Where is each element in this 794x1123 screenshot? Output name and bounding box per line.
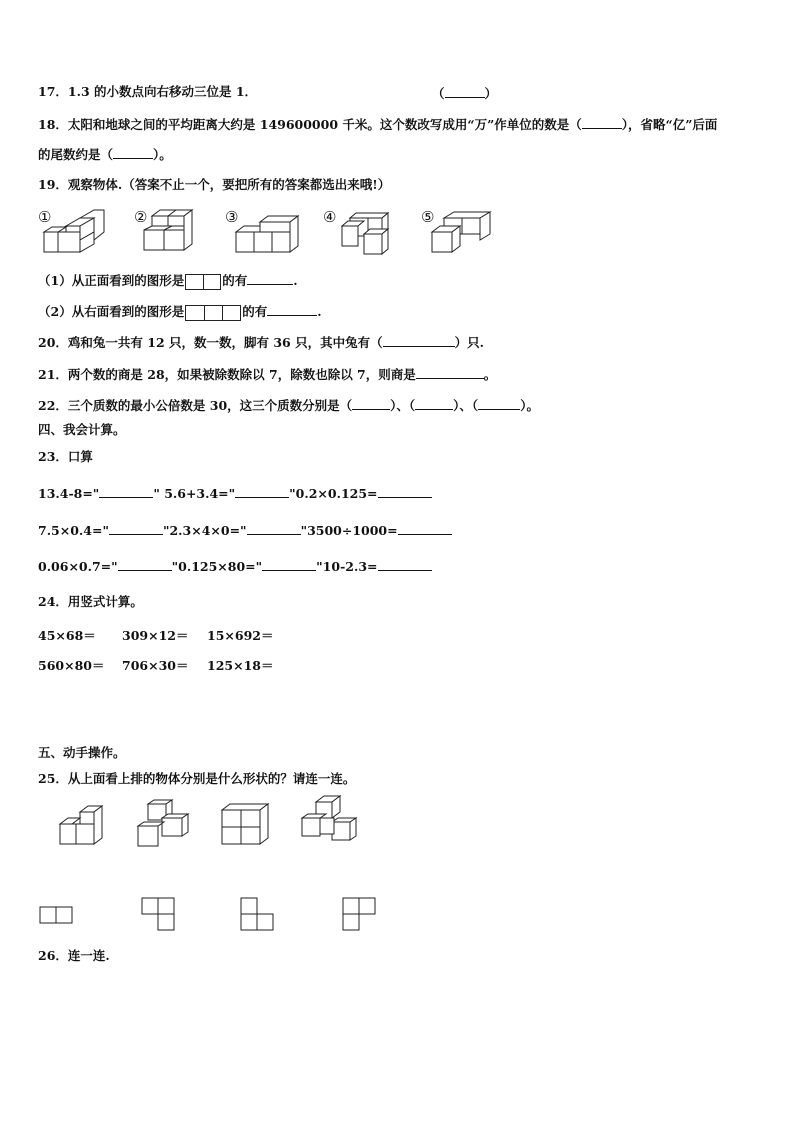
question-24-title: 24．用竖式计算。 [38,594,143,609]
sub1-text-c: . [293,273,298,288]
oral-calc-item: " 5.6+3.4=" [153,486,236,501]
bracket-open: （ [432,86,445,101]
question-23-title: 23．口算 [38,449,93,464]
sub1-text-b: 的有 [222,273,248,288]
question-18-text-d: ）。 [153,147,172,162]
sub2-text-a: （2）从右面看到的图形是 [38,304,185,319]
question-22-text-c: ）、（ [453,398,479,413]
vertical-calc-item: 560×80＝ [38,658,105,673]
oral-calc-item: "2.3×4×0=" [162,523,247,538]
question-21-text-b: 。 [483,367,497,382]
q25-object-2 [138,800,188,846]
figure-label-4: ④ [323,208,337,226]
oral-calc-item: 13.4-8=" [38,486,100,501]
q25-object-1 [60,806,102,844]
question-22-text-b: ）、（ [390,398,416,413]
figure-label-2: ② [134,208,148,226]
q25-top-view-3 [241,898,273,930]
question-18-text-a: 18．太阳和地球之间的平均距离大约是 149600000 千米。这个数改写成用“万”作单位的数是（ [38,117,582,132]
question-19-text: 19．观察物体.（答案不止一个，要把所有的答案都选出来哦!） [38,177,391,192]
q25-top-view-1 [40,907,72,923]
figure-label-3: ③ [225,208,239,226]
question-20-text-a: 20．鸡和兔一共有 12 只，数一数，脚有 36 只，其中兔有（ [38,335,383,350]
question-20-text-b: ）只. [454,335,484,350]
sub2-text-c: . [317,304,322,319]
oral-calc-item: "10-2.3= [316,559,378,574]
question-18-text-b: ），省略“亿”后面 [621,117,718,132]
vertical-calc-item: 706×30＝ [122,658,189,673]
q25-top-view-2 [142,898,174,930]
q25-top-view-4 [343,898,375,930]
oral-calc-item: 7.5×0.4=" [38,523,109,538]
sub2-text-b: 的有 [242,304,268,319]
section-5-heading: 五、动手操作。 [38,745,126,760]
bracket-close: ） [484,86,498,101]
section-4-heading: 四、我会计算。 [38,422,126,437]
question-26-title: 26．连一连. [38,948,110,963]
vertical-calc-item: 45×68＝ [38,628,96,643]
question-22-text-a: 22．三个质数的最小公倍数是 30，这三个质数分别是（ [38,398,353,413]
question-22-text-d: ）。 [520,398,539,413]
sub1-text-a: （1）从正面看到的图形是 [38,273,185,288]
vertical-calc-item: 309×12＝ [122,628,189,643]
question-18-text-c: 的尾数约是（ [38,147,114,162]
oral-calc-item: 0.06×0.7=" [38,559,118,574]
figure-label-5: ⑤ [421,208,435,226]
q25-object-4 [302,796,356,840]
question-17-text: 17．1.3 的小数点向右移动三位是 1． [38,84,258,99]
vertical-calc-item: 125×18＝ [207,658,274,673]
question-21-text-a: 21．两个数的商是 28，如果被除数除以 7，除数也除以 7，则商是 [38,367,416,382]
oral-calc-item: "0.2×0.125= [289,486,378,501]
vertical-calc-item: 15×692＝ [207,628,274,643]
oral-calc-item: "3500÷1000= [300,523,398,538]
question-25-title: 25．从上面看上排的物体分别是什么形状的？请连一连。 [38,771,356,786]
q25-object-3 [222,804,268,844]
oral-calc-item: "0.125×80=" [171,559,263,574]
figure-label-1: ① [38,208,52,226]
